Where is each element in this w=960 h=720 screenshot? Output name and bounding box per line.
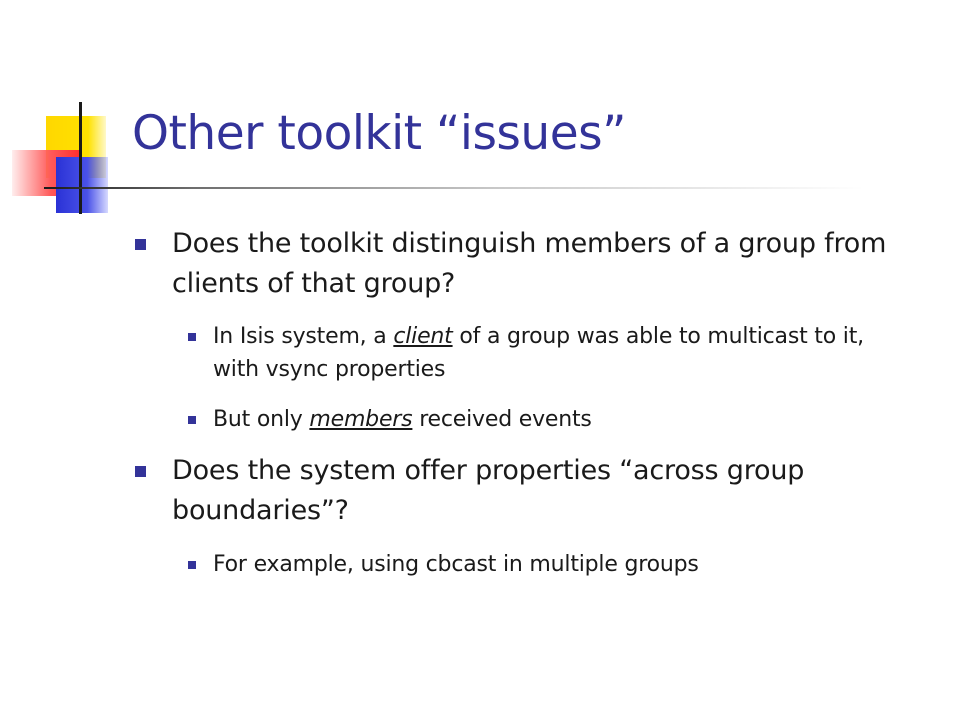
title-underline-rule [44, 187, 864, 189]
blue-square-decoration [56, 157, 108, 213]
sub-bullet-text-before: In Isis system, a [213, 324, 394, 349]
sub-bullet-marker [188, 416, 196, 424]
slide-title: Other toolkit “issues” [132, 106, 626, 161]
sub-bullet-text [213, 403, 873, 436]
sub-bullet-text [213, 320, 873, 386]
sub-bullet-marker [188, 561, 196, 569]
emphasized-word: members [309, 407, 413, 432]
sub-bullet-marker [188, 333, 196, 341]
bullet-marker [135, 466, 146, 477]
sub-bullet-text: For example, using cbcast in multiple groups [213, 552, 699, 577]
emphasized-word: client [393, 324, 453, 349]
sub-bullet-text-before: But only [213, 407, 310, 432]
bullet-text: Does the system offer properties “across group boundaries”? [172, 455, 805, 526]
sub-bullet-text-after: of a group was able to multicast to it, with vsync properties [213, 324, 864, 382]
bullet-text: Does the toolkit distinguish members of a group from clients of that group? [172, 228, 887, 299]
bullet-marker [135, 239, 146, 250]
vertical-rule [79, 102, 82, 214]
sub-bullet-text-after: received events [412, 407, 592, 432]
